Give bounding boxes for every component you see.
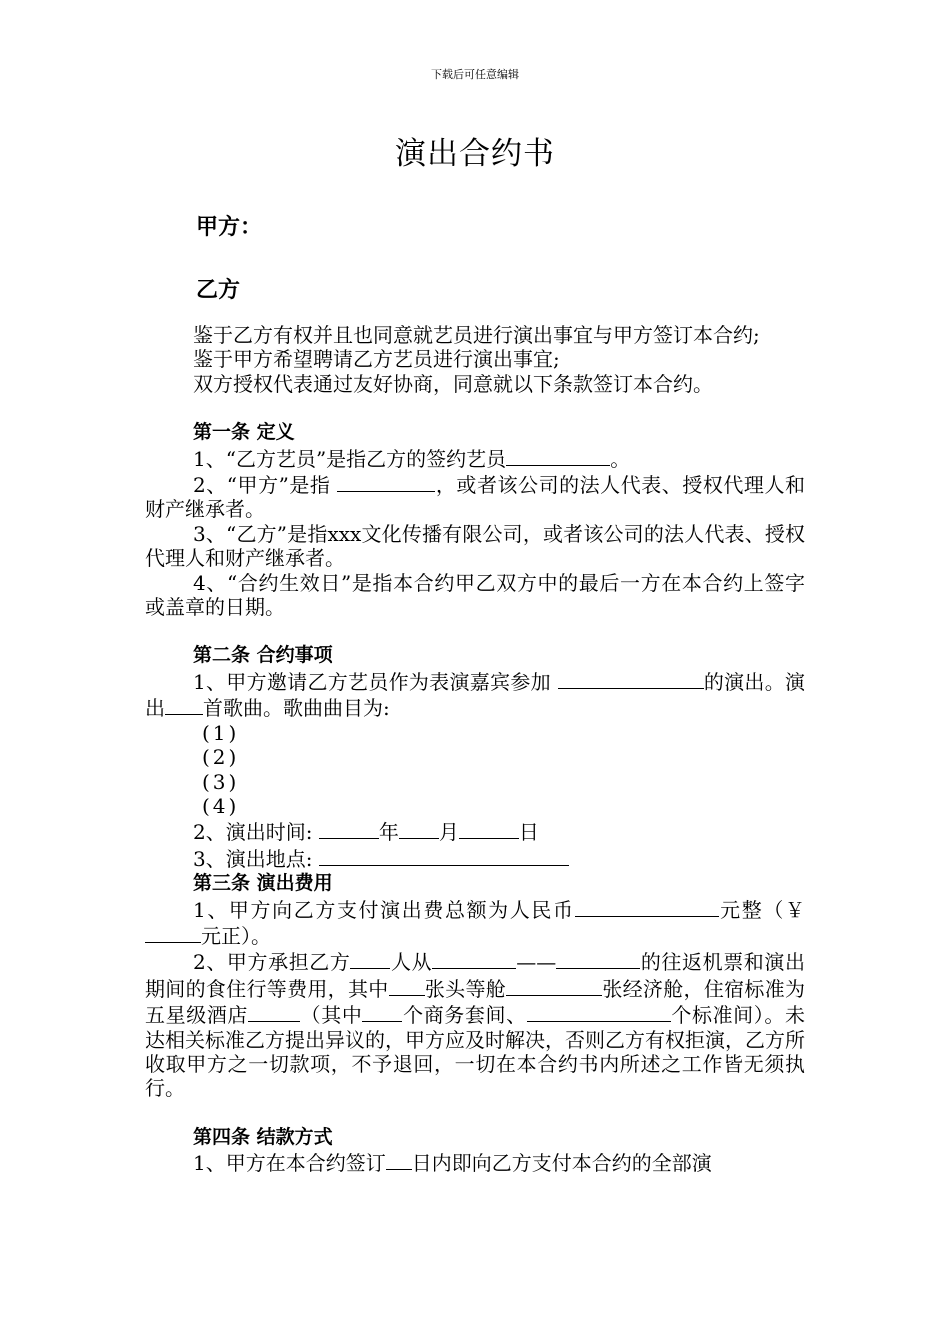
article-1-heading: 第一条 定义 bbox=[193, 421, 295, 444]
economy-blank[interactable] bbox=[506, 975, 602, 996]
day-blank[interactable] bbox=[459, 818, 519, 839]
contract-body bbox=[145, 323, 805, 1176]
article-4-clause-1: 1、甲方在本合约签订 日内即向乙方支付本合约的全部演 bbox=[193, 1151, 712, 1176]
article-2-place: 3、演出地点: bbox=[145, 845, 805, 871]
article-1-clause-1: 1、“乙方艺员”是指乙方的签约艺员 。 bbox=[193, 446, 631, 471]
event-name-blank[interactable] bbox=[558, 668, 704, 689]
year-blank[interactable] bbox=[319, 818, 379, 839]
standard-room-blank[interactable] bbox=[527, 1001, 671, 1022]
hotel-blank[interactable] bbox=[248, 1001, 300, 1022]
preamble-3: 双方授权代表通过友好协商，同意就以下条款签订本合约。 bbox=[193, 371, 713, 396]
party-a-label: 甲方： bbox=[196, 215, 263, 240]
article-4-heading: 第四条 结款方式 bbox=[193, 1125, 333, 1148]
song-item: (1) bbox=[202, 720, 240, 745]
article-2-time: 2、演出时间: 年 月 日 bbox=[193, 820, 539, 845]
first-class-blank[interactable] bbox=[389, 975, 425, 996]
artist-name-blank[interactable] bbox=[506, 445, 610, 466]
article-1-clause-2: 2、“甲方”是指 ，或者该公司的法人代表、授权代理人和财产继承者。 bbox=[145, 473, 806, 522]
suite-blank[interactable] bbox=[362, 1001, 402, 1022]
article-3-clause-2: 2、甲方承担乙方 人从 —— 的往返机票和演出期间的食住行等费用，其中 张头等舱 张经济舱，住宿标准为五星级酒店 （其中 个商务套间、 个标准间）。未达相关标准乙方提出异议的，甲方应及时解决，否则乙方有权拒演，乙方所收取甲方之一切款项，不予退回，一切在本合约书内所述之工作皆无须执行。 bbox=[145, 950, 806, 1101]
song-item: (2) bbox=[202, 745, 240, 770]
to-city-blank[interactable] bbox=[556, 948, 640, 969]
song-item: (3) bbox=[202, 769, 240, 794]
party-b-label: 乙方 bbox=[196, 278, 241, 303]
song-item: (4) bbox=[202, 793, 240, 818]
song-count-blank[interactable] bbox=[165, 694, 203, 715]
fee-numeric-blank[interactable] bbox=[145, 922, 201, 943]
payment-days-blank[interactable] bbox=[386, 1149, 412, 1170]
article-1-clause-3: 3、“乙方”是指xxx文化传播有限公司，或者该公司的法人代表、授权代理人和财产继承者。 bbox=[145, 521, 805, 571]
persons-blank[interactable] bbox=[350, 948, 390, 969]
article-3-clause-1: 1、甲方向乙方支付演出费总额为人民币 元整（￥元正）。 bbox=[145, 896, 805, 949]
preamble-1: 鉴于乙方有权并且也同意就艺员进行演出事宜与甲方签订本合约; bbox=[193, 323, 760, 347]
from-city-blank[interactable] bbox=[432, 948, 516, 969]
document-title: 演出合约书 bbox=[395, 136, 555, 172]
header-note: 下载后可任意编辑 bbox=[431, 68, 519, 81]
article-2-heading: 第二条 合约事项 bbox=[193, 644, 333, 667]
fee-amount-blank[interactable] bbox=[575, 896, 719, 917]
month-blank[interactable] bbox=[399, 818, 439, 839]
preamble-2: 鉴于甲方希望聘请乙方艺员进行演出事宜; bbox=[193, 347, 560, 372]
article-1-clause-4: 4、“合约生效日”是指本合约甲乙双方中的最后一方在本合约上签字或盖章的日期。 bbox=[145, 570, 805, 620]
party-a-name-blank[interactable] bbox=[337, 471, 435, 492]
article-3-heading: 第三条 演出费用 bbox=[193, 872, 333, 895]
venue-blank[interactable] bbox=[319, 845, 569, 866]
article-2-clause-1: 1、甲方邀请乙方艺员作为表演嘉宾参加 的演出。演出 首歌曲。歌曲曲目为: bbox=[145, 669, 806, 721]
